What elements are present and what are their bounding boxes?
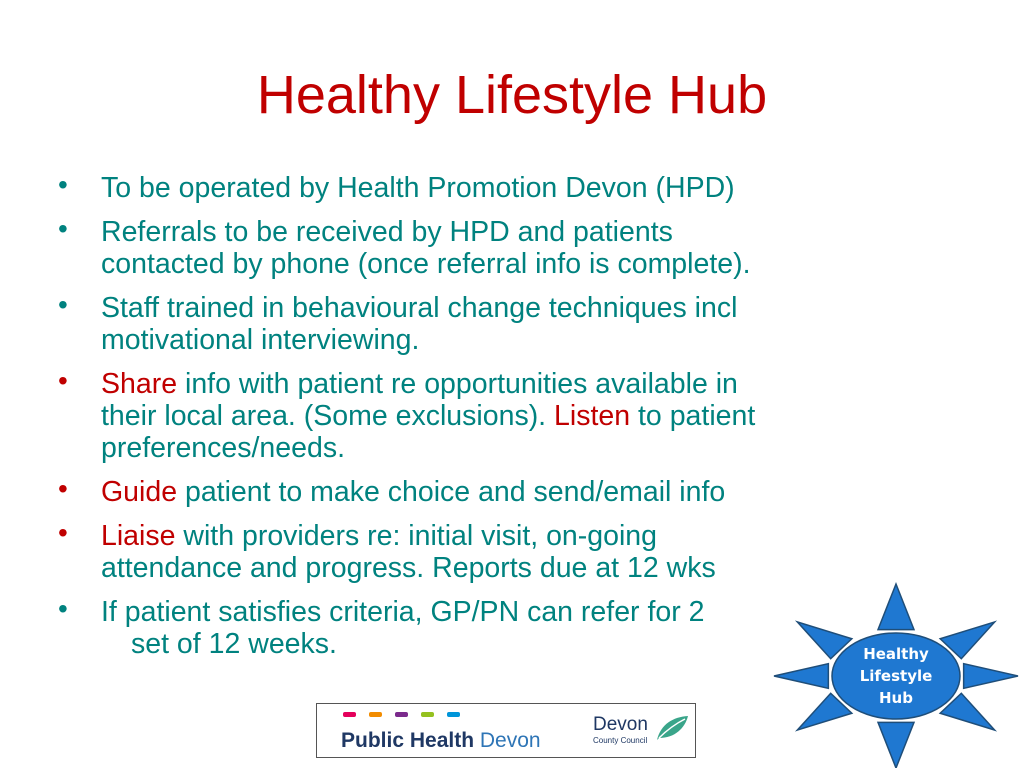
bullet-text: preferences/needs. (101, 432, 345, 464)
bullet-text: Referrals to be received by HPD and patients (101, 216, 673, 248)
bullet-text: attendance and progress. Reports due at 12 wks (101, 552, 716, 584)
bullet-dot-icon: • (58, 289, 68, 320)
bullet-text: To be operated by Health Promotion Devon (HPD) (101, 172, 735, 204)
bullet-text: set of 12 weeks. (131, 628, 337, 660)
bullet-item (58, 365, 918, 464)
bullet-dot-icon: • (58, 473, 68, 504)
highlight-word: Listen (554, 400, 631, 432)
logo-dash (447, 712, 460, 717)
bullet-dot-icon: • (58, 593, 68, 624)
bullet-item (58, 213, 918, 280)
logo-dash (395, 712, 408, 717)
logo-dash (421, 712, 434, 717)
bullet-dot-icon: • (58, 169, 68, 200)
bullet-text: motivational interviewing. (101, 324, 420, 356)
sun-ray-triangle (964, 664, 1018, 689)
bullet-dot-icon: • (58, 517, 68, 548)
bullet-item (58, 517, 918, 584)
sun-label-line: Lifestyle (859, 667, 933, 685)
bullet-dot-icon: • (58, 213, 68, 244)
bullet-text: to patient (630, 400, 756, 432)
highlight-word: Guide (101, 476, 178, 508)
devon-county-council-logo-name: Devon (593, 714, 648, 735)
bullet-text: with providers re: initial visit, on-going (175, 520, 658, 552)
logo-dash (343, 712, 356, 717)
bullet-text: contacted by phone (once referral info is complete). (101, 248, 751, 280)
bullet-text: info with patient re opportunities available in (177, 368, 738, 400)
sun-ray-triangle (878, 584, 914, 630)
highlight-word: Share (101, 368, 178, 400)
bullet-text: If patient satisfies criteria, GP/PN can refer for 2 (101, 596, 705, 628)
bullet-item (58, 169, 918, 204)
leaf-icon (655, 714, 689, 742)
public-health-devon-logo: Public Health Devon (341, 729, 541, 752)
sun-ray-triangle (774, 664, 828, 689)
bullet-text: patient to make choice and send/email info (177, 476, 726, 508)
slide-title: Healthy Lifestyle Hub (256, 65, 768, 125)
devon-county-council-logo-sub: County Council (593, 736, 648, 745)
sun-label-line: Healthy (863, 645, 929, 663)
bullet-text: Staff trained in behavioural change techniques incl (101, 292, 738, 324)
bullet-item (58, 473, 918, 508)
logo-dash (369, 712, 382, 717)
bullet-text: their local area. (Some exclusions). (101, 400, 555, 432)
logo-strip (316, 703, 696, 758)
sun-label (832, 633, 960, 719)
highlight-word: Liaise (101, 520, 176, 552)
bullet-dot-icon: • (58, 365, 68, 396)
sun-ray-triangle (878, 722, 914, 768)
bullet-item (58, 289, 918, 356)
sun-label-line: Hub (879, 689, 913, 707)
